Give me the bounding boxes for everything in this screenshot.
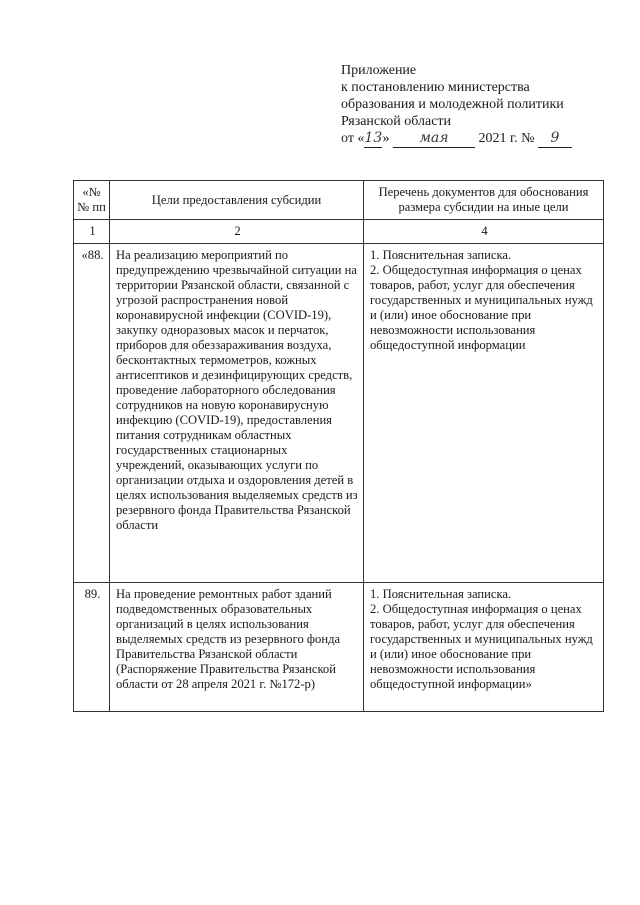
appendix-subtitle-line3: Рязанской области: [341, 114, 452, 129]
date-prefix: от «: [341, 131, 365, 146]
column-number-3: 4: [364, 220, 604, 244]
header-number: «№№ пп: [74, 181, 110, 220]
document-item: 2. Общедоступная информация о ценах товаров, работ, услуг для обеспечения государственных и муниципальных нужд и (или) иное обоснование при невозможности использования общедоступной информации: [370, 263, 593, 352]
column-number-1: 1: [74, 220, 110, 244]
header-documents: Перечень документов для обоснования размера субсидии на иные цели: [364, 181, 604, 220]
table-row: [74, 244, 604, 583]
date-month-handwritten: мая: [393, 130, 475, 148]
date-mid: »: [382, 131, 390, 146]
subsidy-table: [73, 180, 604, 712]
row-documents: [364, 583, 604, 712]
appendix-title: Приложение: [341, 63, 417, 78]
appendix-date-line: [341, 130, 631, 148]
column-numbering-row: [74, 220, 604, 244]
document-item: 1. Пояснительная записка.: [370, 248, 512, 262]
row-number: 89.: [74, 583, 110, 712]
row-goal: На проведение ремонтных работ зданий подведомственных образовательных организаций в целях использования выделяемых средств из резервного фонда Правительства Рязанской области (Распоряжение Правительства Рязанской области от 28 апреля 2021 г. №172-р): [110, 583, 364, 712]
appendix-header: [341, 62, 631, 148]
row-number: «88.: [74, 244, 110, 583]
row-documents: [364, 244, 604, 583]
appendix-subtitle-line2: образования и молодежной политики: [341, 97, 564, 112]
date-year: 2021 г. №: [478, 131, 535, 146]
date-day-handwritten: 13: [364, 130, 383, 146]
document-item: 1. Пояснительная записка.: [370, 587, 512, 601]
header-goals: Цели предоставления субсидии: [110, 181, 364, 220]
row-goal: На реализацию мероприятий по предупреждению чрезвычайной ситуации на территории Рязанской области, связанной с угрозой распространения новой коронавирусной инфекции (COVID-19), закупку одноразовых масок и перчаток, приборов для обеззараживания воздуха, бесконтактных термометров, кожных антисептиков и дезинфицирующих средств, проведение лабораторного обследования сотрудников на новую коронавирусную инфекцию (COVID-19), предоставления питания сотрудникам областных государственных стационарных учреждений, оказывающих услуги по организации отдыха и оздоровления детей в целях использования выделяемых средств из резервного фонда Правительства Рязанской области: [110, 244, 364, 583]
table-header-row: [74, 181, 604, 220]
document-number-handwritten: 9: [538, 130, 572, 148]
document-item: 2. Общедоступная информация о ценах товаров, работ, услуг для обеспечения государственных и муниципальных нужд и (или) иное обоснование при невозможности использования общедоступной информации»: [370, 602, 593, 691]
appendix-subtitle-line1: к постановлению министерства: [341, 80, 530, 95]
table-row: [74, 583, 604, 712]
column-number-2: 2: [110, 220, 364, 244]
